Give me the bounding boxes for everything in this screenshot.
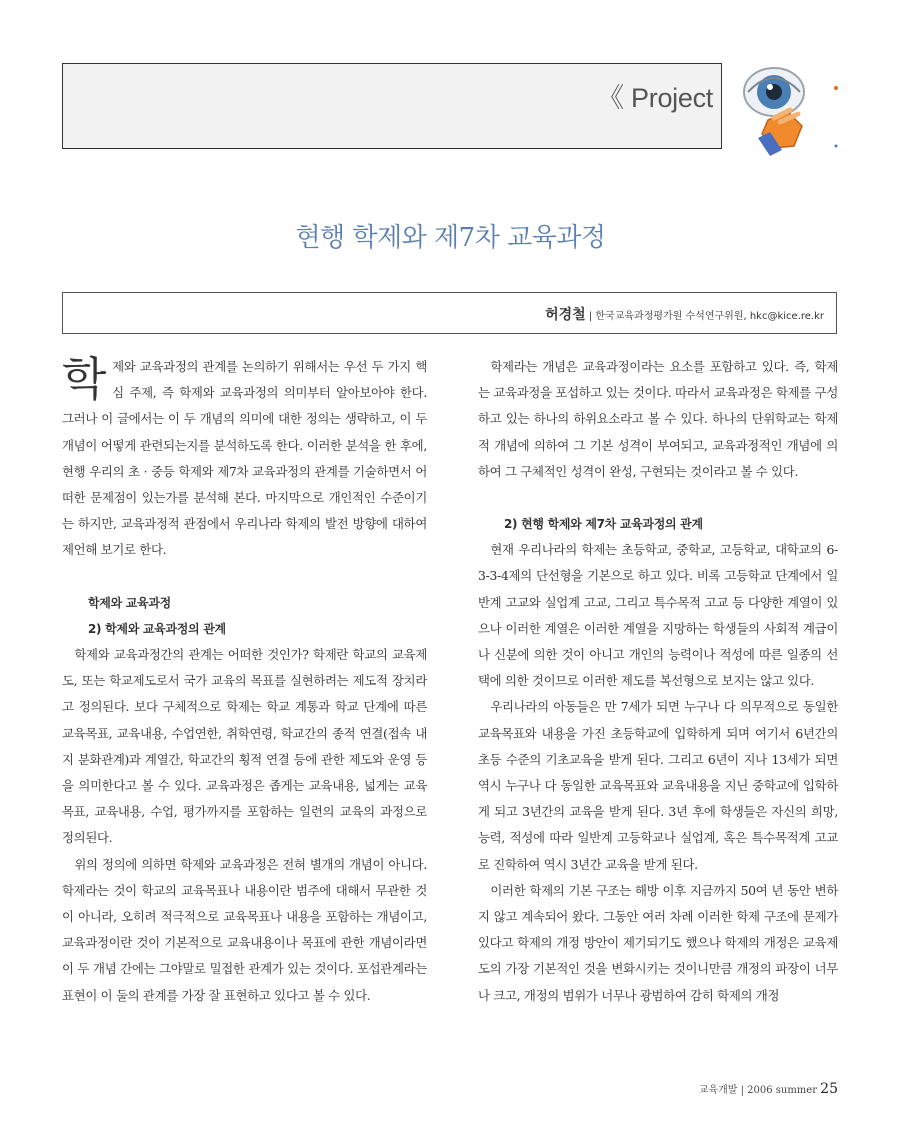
body-paragraph: 우리나라의 아동들은 만 7세가 되면 누구나 다 의무적으로 동일한 교육목표와 내용을 가진 초등학교에 입학하게 되며 여기서 6년간의 초등 수준의 기초교육을 받게 된다. 그리고 6년이 지나 13세가 되면 역시 누구나 다 동일한 교육목표와 교육내용을 지닌 중학교에 입학하게 되고 3년간의 교육을 받게 된다. 3년 후에 학생들은 자신의 희망, 능력, 적성에 따라 일반계 고등학교나 실업계, 혹은 특수목적계 고교로 진학하여 역시 3년간 교육을 받게 된다. <box>478 699 838 872</box>
body-paragraph: 현재 우리나라의 학제는 초등학교, 중학교, 고등학교, 대학교의 6-3-3-4제의 단선형을 기본으로 하고 있다. 비록 고등학교 단계에서 일반계 고교와 실업계 고교, 그리고 특수목적 고교 등 다양한 계열이 있으나 이러한 계열은 이러한 계열을 지망하는 학생들의 사회적 계급이나 신분에 의한 것이 아니고 개인의 능력이나 적성에 따른 일종의 선택에 의한 것이므로 이러한 제도를 복선형으로 보지는 않고 있다. <box>478 542 838 689</box>
author-line <box>545 304 824 324</box>
footer-text: 교육개발 | 2006 summer <box>698 1085 817 1096</box>
eye-hand-magnifier-icon <box>740 62 840 161</box>
section-heading: 학제와 교육과정 <box>88 595 171 610</box>
section-subheading: 2) 현행 학제와 제7차 교육과정의 관계 <box>504 517 703 532</box>
body-paragraph: 이러한 학제의 기본 구조는 해방 이후 지금까지 50여 년 동안 변하지 않고 계속되어 왔다. 그동안 여러 차례 이러한 학제 구조에 문제가 있다고 학제의 개정 방안이 제기되기도 했으나 학제의 개정은 교육제도의 가장 기본적인 것을 변화시키는 것이니만큼 개정의 파장이 너무나 크고, 개정의 범위가 너무나 광범하여 감히 학제의 개정 <box>478 882 838 1003</box>
section-subheading: 2) 학제와 교육과정의 관계 <box>88 621 226 636</box>
intro-paragraph <box>62 354 427 564</box>
intro-text: 제와 교육과정의 관계를 논의하기 위해서는 우선 두 가지 핵심 주제, 즉 학제와 교육과정의 의미부터 알아보아야 한다. 그러나 이 글에서는 이 두 개념의 의미에 대한 정의는 생략하고, 이 두 개념이 어떻게 관련되는지를 분석하도록 한다. 이러한 분석을 한 후에, 현행 우리의 초 · 중등 학제와 제7차 교육과정의 관계를 기술하면서 어떠한 문제점이 있는가를 분석해 본다. 마지막으로 개인적인 수준이기는 하지만, 교육과정적 관점에서 우리나라 학제의 발전 방향에 대하여 제언해 보기로 한다. <box>62 359 427 558</box>
author-name: 허경철 <box>545 307 586 323</box>
author-box <box>62 292 837 334</box>
body-paragraph: 학제라는 개념은 교육과정이라는 요소를 포함하고 있다. 즉, 학제는 교육과정을 포섭하고 있는 것이다. 따라서 교육과정은 학제를 구성하고 있는 하나의 하위요소라고 볼 수 있다. 하나의 단위학교는 학제적 개념에 의하여 그 기본 성격이 부여되고, 교육과정적인 개념에 의하여 그 구체적인 성격이 완성, 구현되는 것이라고 볼 수 있다. <box>478 359 838 479</box>
author-email: hkc@kice.re.kr <box>749 311 824 322</box>
project-label: 《 Project <box>597 83 713 113</box>
body-paragraph: 위의 정의에 의하면 학제와 교육과정은 전혀 별개의 개념이 아니다. 학제라는 것이 학교의 교육목표나 내용이란 범주에 대해서 무관한 것이 아니라, 오히려 적극적으로 교육목표나 내용을 포함하는 개념이고, 교육과정이란 것이 기본적으로 교육내용이나 목표에 관한 개념이라면 이 두 개념 간에는 그야말로 밀접한 관계가 있는 것이다. 포섭관계라는 표현이 이 둘의 관계를 가장 잘 표현하고 있다고 볼 수 있다. <box>62 856 427 1003</box>
page-number: 25 <box>820 1081 838 1097</box>
page-footer <box>699 1081 838 1097</box>
author-affiliation: | 한국교육과정평가원 수석연구위원, <box>588 311 747 322</box>
project-banner <box>62 63 722 149</box>
left-column <box>62 354 427 1009</box>
article-title: 현행 학제와 제7차 교육과정 <box>295 223 606 253</box>
dropcap: 학 <box>62 352 107 406</box>
body-paragraph: 학제와 교육과정간의 관계는 어떠한 것인가? 학제란 학교의 교육제도, 또는 학교제도로서 국가 교육의 목표를 실현하려는 제도적 장치라고 정의된다. 보다 구체적으로 학제는 학교 계통과 학교 단계에 따른 교육목표, 교육내용, 수업연한, 취학연령, 학교간의 종적 연결(접속 내지 분화관계)과 계열간, 학교간의 횡적 연결 등에 관한 제도와 운영 등을 의미한다고 볼 수 있다. 교육과정은 좁게는 교육내용, 넓게는 교육목표, 교육내용, 수업, 평가까지를 포함하는 일련의 교육의 과정으로 정의된다. <box>62 647 427 846</box>
right-column <box>478 354 838 1009</box>
